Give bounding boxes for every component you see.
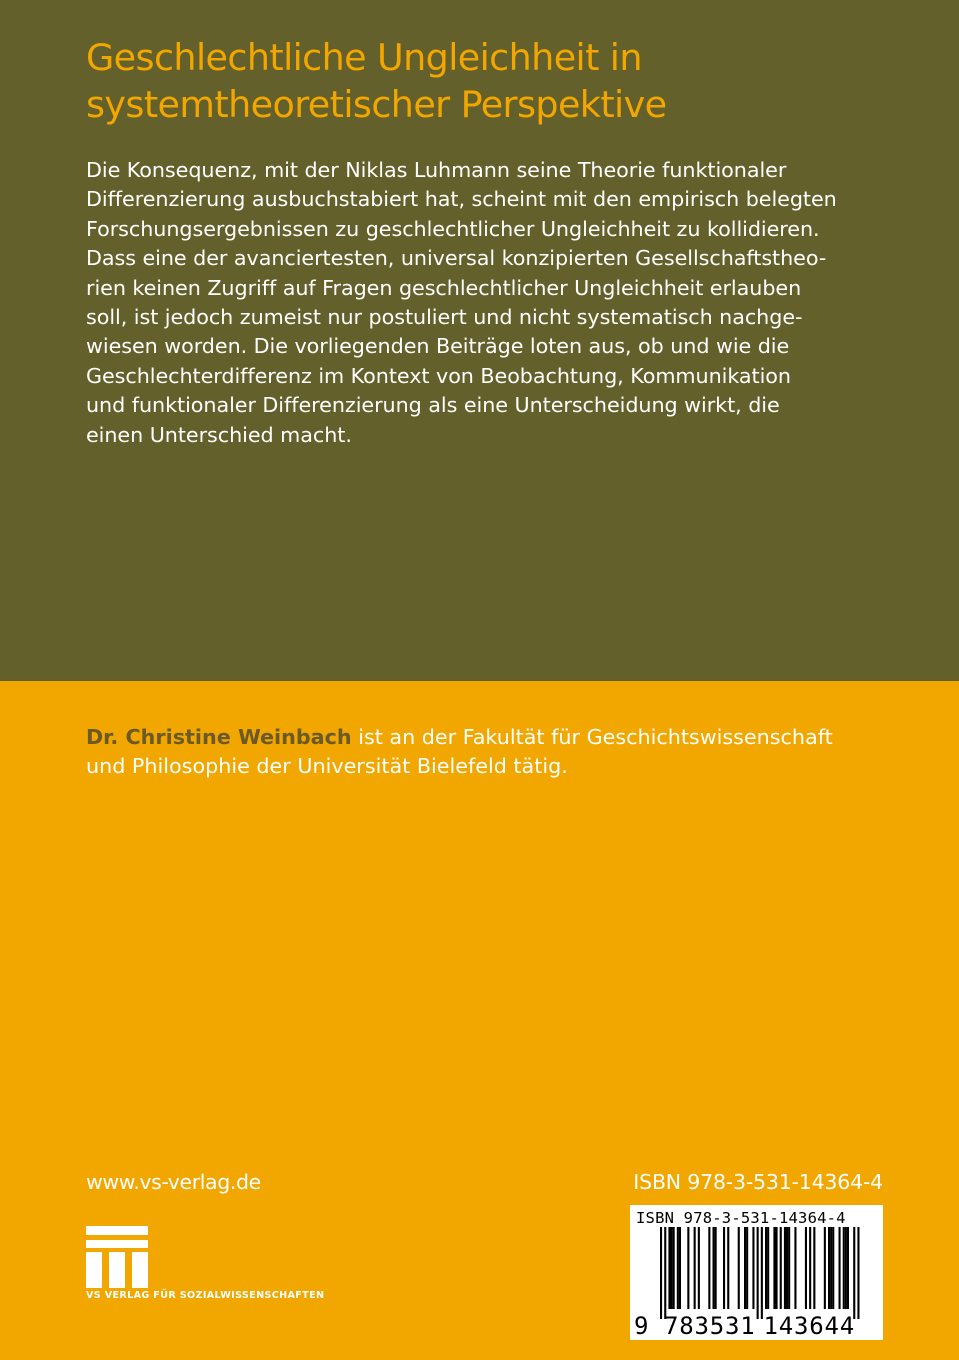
author-bio (86, 723, 886, 782)
barcode-bars (630, 1227, 883, 1319)
barcode-bar (853, 1227, 855, 1319)
barcode-bar (698, 1227, 700, 1309)
publisher-logo-text: VS VERLAG FÜR SOZIALWISSENSCHAFTEN (86, 1290, 325, 1301)
publisher-logo-icon (86, 1226, 148, 1288)
blurb-line: Geschlechterdifferenz im Kontext von Beobachtung, Kommunikation (86, 363, 791, 388)
author-bio-line-1-rest: ist an der Fakultät für Geschichtswissenschaft (351, 725, 833, 749)
barcode-bar (832, 1227, 834, 1309)
barcode-bar (752, 1227, 754, 1309)
barcode-bar (746, 1227, 748, 1309)
barcode-bar (744, 1227, 746, 1309)
publisher-url[interactable]: www.vs-verlag.de (86, 1170, 261, 1194)
barcode-bar (664, 1227, 666, 1319)
blurb-line: Differenzierung ausbuchstabiert hat, scheint mit den empirisch belegten (86, 187, 837, 212)
barcode-bar (767, 1227, 769, 1309)
book-title-line-2: systemtheoretischer Perspektive (86, 83, 667, 126)
barcode-bar (857, 1227, 859, 1319)
barcode-bar (668, 1227, 670, 1309)
barcode-bar (839, 1227, 841, 1309)
blurb-line: wiesen worden. Die vorliegenden Beiträge loten aus, ob und wie die (86, 334, 790, 359)
author-bio-line-1 (86, 723, 886, 752)
barcode-digits-left: 783531 (664, 1312, 756, 1340)
isbn-text: ISBN 978-3-531-14364-4 (633, 1170, 883, 1194)
barcode-bar (805, 1227, 807, 1309)
barcode-bar (673, 1227, 675, 1309)
barcode-bar (784, 1227, 786, 1309)
barcode-bar (660, 1227, 662, 1319)
barcode-bar (786, 1227, 788, 1309)
barcode-bar (687, 1227, 689, 1309)
barcode-isbn-label: ISBN 978-3-531-14364-4 (636, 1209, 846, 1227)
barcode-bar (809, 1227, 811, 1309)
blurb-line: Die Konsequenz, mit der Niklas Luhmann seine Theorie funktionaler (86, 158, 787, 182)
barcode-bar (828, 1227, 830, 1309)
book-title (86, 34, 906, 128)
barcode-bar (761, 1227, 763, 1319)
barcode-bar (713, 1227, 715, 1309)
author-bio-line-2: und Philosophie der Universität Bielefeld tätig. (86, 754, 568, 779)
blurb-line: Dass eine der avanciertesten, universal konzipierten Gesellschaftstheo- (86, 246, 827, 271)
barcode-bar (813, 1227, 815, 1309)
barcode-bar (776, 1227, 778, 1309)
barcode-bar (843, 1227, 845, 1309)
barcode-bar (780, 1227, 782, 1309)
barcode-bar (757, 1227, 759, 1319)
barcode-bar (830, 1227, 832, 1309)
author-name: Dr. Christine Weinbach (86, 725, 352, 749)
barcode-bar (715, 1227, 717, 1309)
barcode-bar (845, 1227, 847, 1309)
barcode-digit-first: 9 (634, 1312, 649, 1340)
barcode-bar (773, 1227, 775, 1309)
barcode-bar (824, 1227, 826, 1309)
book-blurb (86, 156, 876, 450)
blurb-line: rien keinen Zugriff auf Fragen geschlechtlicher Ungleichheit erlauben (86, 275, 802, 300)
barcode-bar (794, 1227, 796, 1309)
barcode-digits-right: 143644 (763, 1312, 855, 1340)
barcode-bar (723, 1227, 725, 1309)
barcode-digits (634, 1312, 855, 1340)
barcode-bar (738, 1227, 740, 1309)
barcode-bar (847, 1227, 849, 1309)
blurb-line: einen Unterschied macht. (86, 422, 352, 447)
barcode-bar (677, 1227, 679, 1309)
barcode-bar (708, 1227, 710, 1309)
blurb-line: und funktionaler Differenzierung als eine Unterscheidung wirkt, die (86, 393, 780, 418)
barcode-bar (727, 1227, 729, 1309)
isbn-barcode (630, 1205, 883, 1340)
barcode-bar (671, 1227, 673, 1309)
book-title-line-1: Geschlechtliche Ungleichheit in (86, 36, 642, 79)
barcode-bar (765, 1227, 767, 1309)
barcode-bar (694, 1227, 696, 1309)
barcode-bar (679, 1227, 681, 1309)
blurb-line: Forschungsergebnissen zu geschlechtlicher Ungleichheit zu kollidieren. (86, 216, 820, 241)
barcode-bar (788, 1227, 790, 1309)
blurb-line: soll, ist jedoch zumeist nur postuliert und nicht systematisch nachge- (86, 305, 803, 330)
